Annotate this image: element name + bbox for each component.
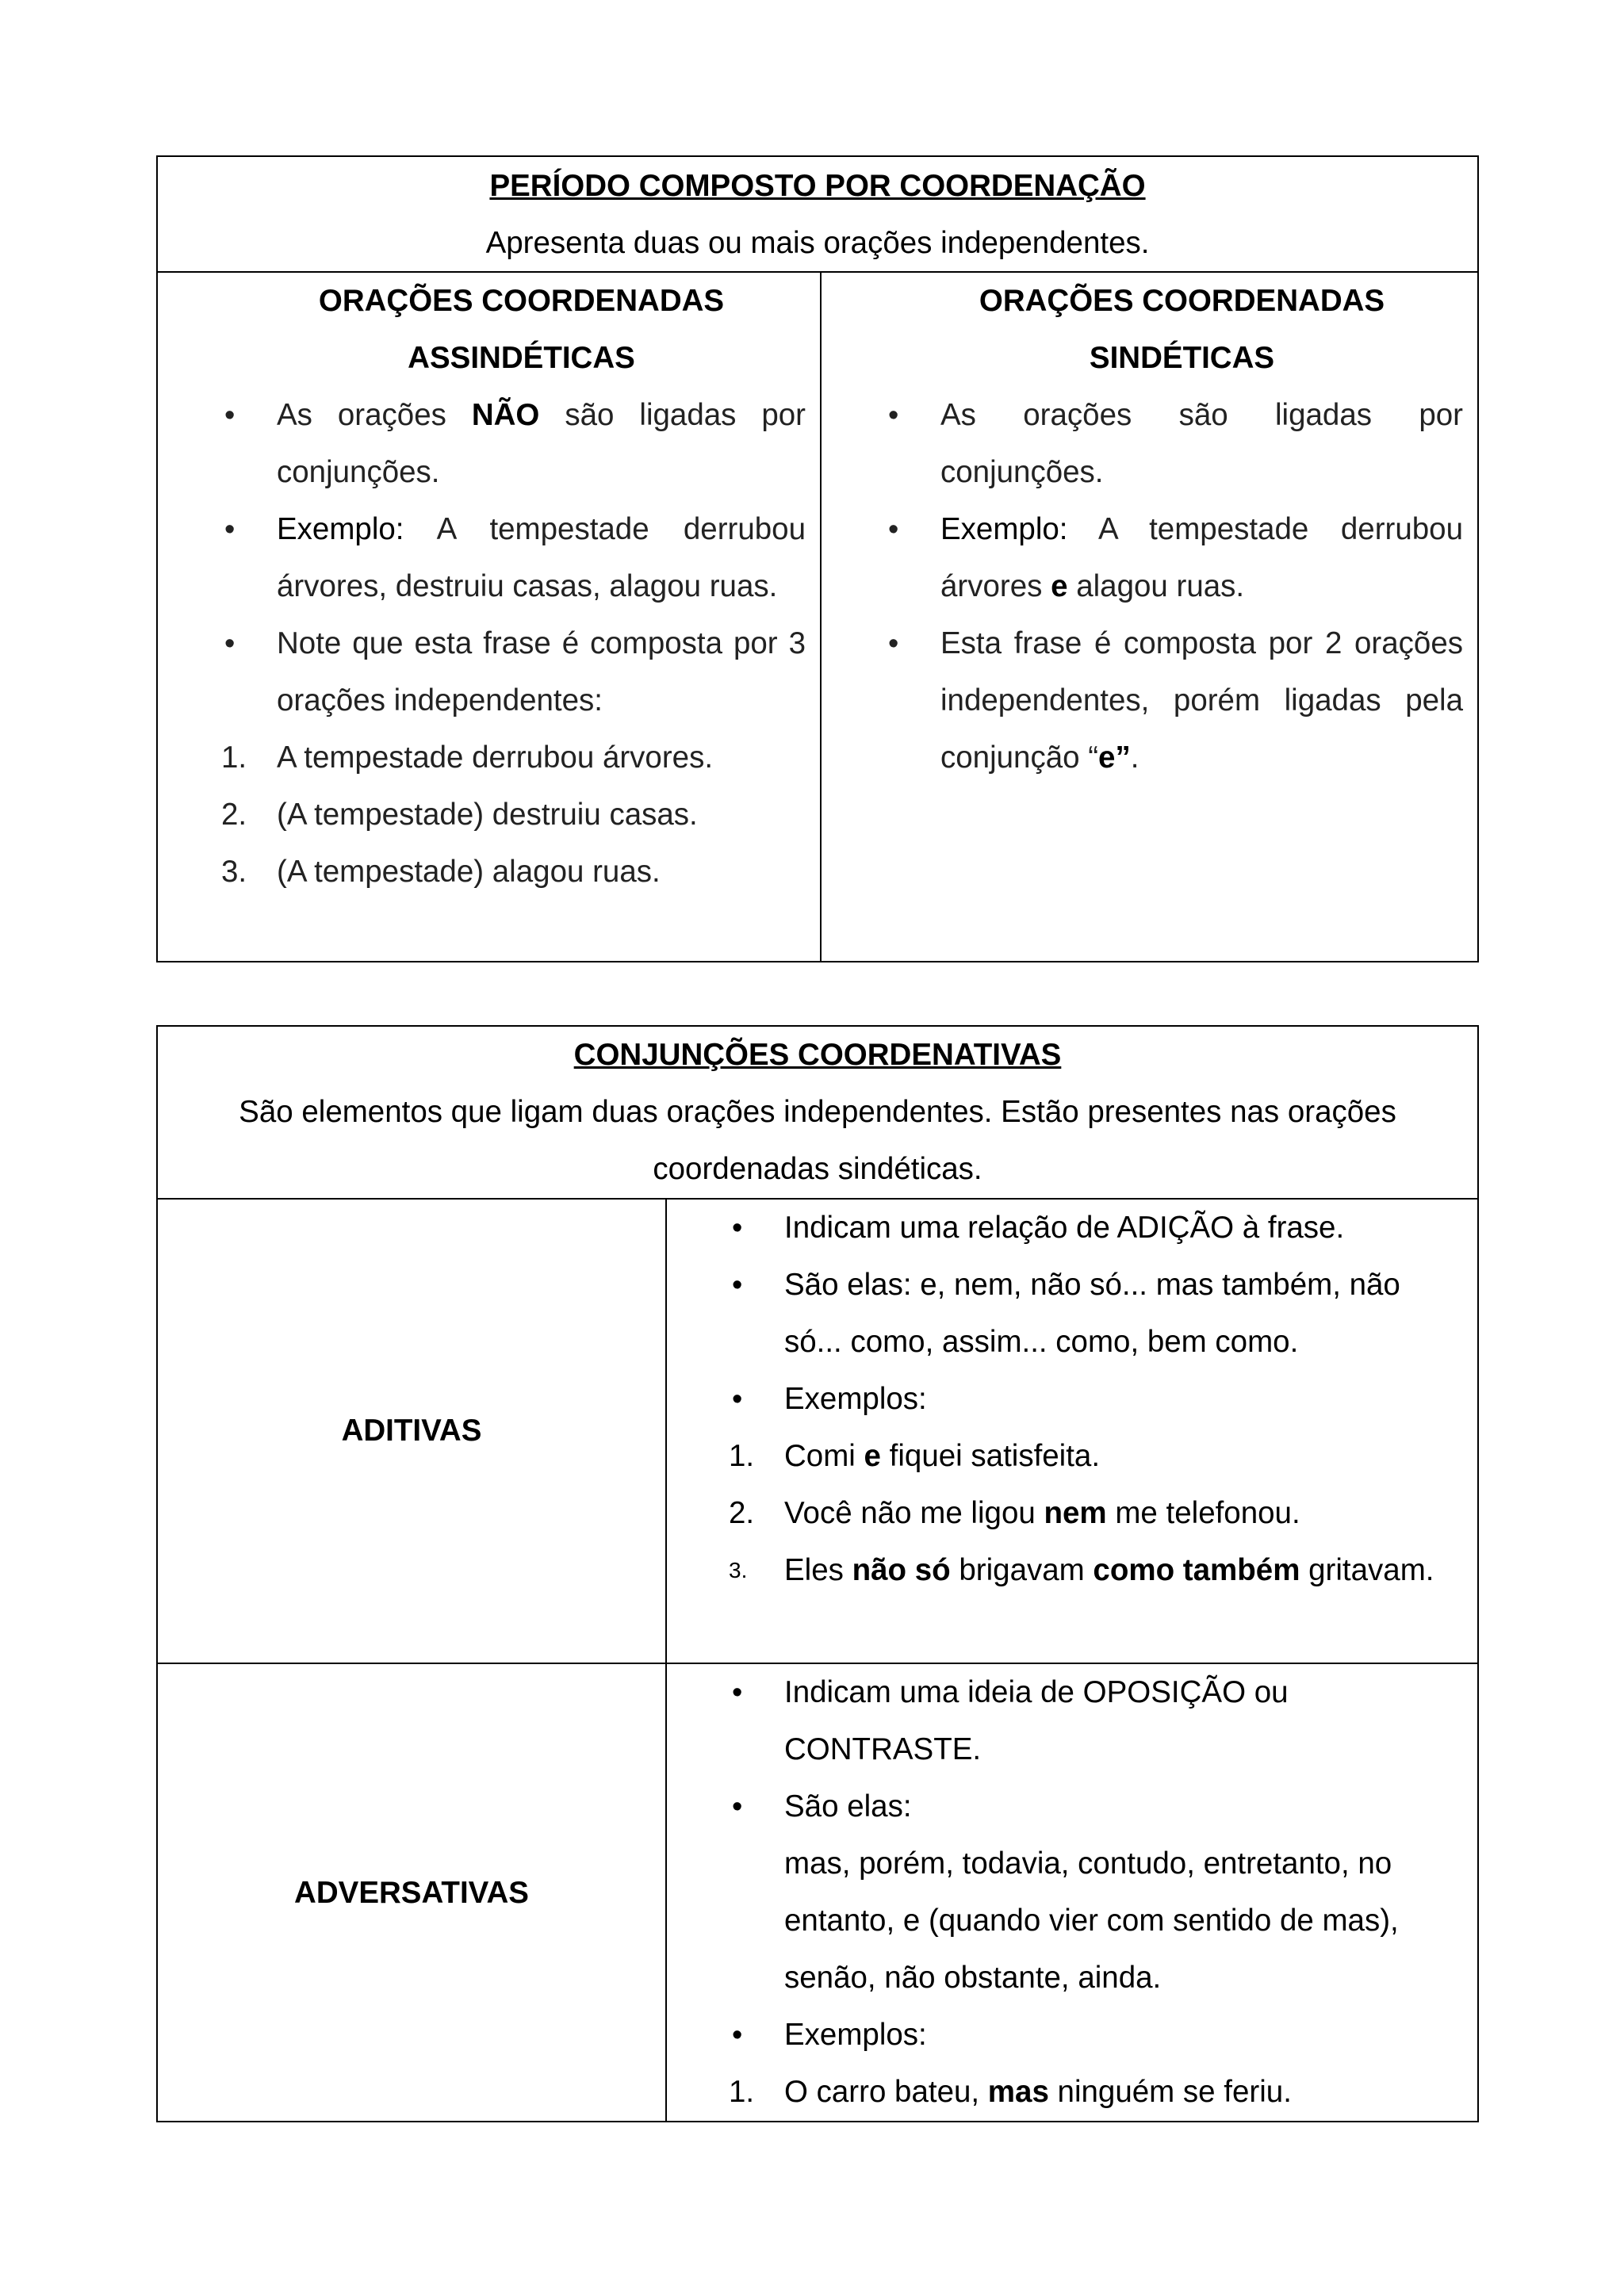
sindeticas-heading-line2: SINDÉTICAS: [1089, 341, 1275, 375]
table2-subtitle: São elementos que ligam duas orações independentes. Estão presentes nas orações coordenadas sindéticas.: [239, 1095, 1396, 1186]
table2-title: CONJUNÇÕES COORDENATIVAS: [573, 1038, 1062, 1072]
assindeticas-cell: [158, 273, 820, 961]
assindeticas-heading-line1: ORAÇÕES COORDENADAS: [318, 284, 725, 318]
aditivas-example-2: 2. Você não me ligou nem me telefonou.: [729, 1496, 1300, 1530]
periodo-composto-table: [156, 155, 1479, 962]
adversativas-content: [665, 1664, 1477, 2122]
table1-title: PERÍODO COMPOSTO POR COORDENAÇÃO: [489, 169, 1146, 203]
conjuncoes-coordenativas-table: [156, 1025, 1479, 2122]
assindeticas-bullet-3: • Note que esta frase é composta por 3 orações independentes:: [210, 615, 806, 729]
adversativas-list: mas, porém, todavia, contudo, entretanto, no entanto, e (quando vier com sentido de mas), senão, não obstante, ainda.: [784, 1846, 1399, 1995]
assindeticas-heading: [210, 273, 806, 387]
assindeticas-heading-line2: ASSINDÉTICAS: [408, 341, 635, 375]
aditivas-example-3: 3. Eles não só brigavam como também gritavam.: [729, 1553, 1434, 1587]
table1-header: [158, 157, 1477, 273]
adversativas-example-1: 1. O carro bateu, mas ninguém se feriu.: [729, 2075, 1292, 2109]
aditivas-bullet-3: • Exemplos:: [718, 1371, 1463, 1428]
adversativas-bullet-1: • Indicam uma ideia de OPOSIÇÃO ou CONTRASTE.: [718, 1664, 1463, 1778]
assindeticas-bullet-2: • Exemplo: A tempestade derrubou árvores, destruiu casas, alagou ruas.: [210, 501, 806, 615]
aditivas-example-1: 1. Comi e fiquei satisfeita.: [729, 1439, 1101, 1473]
aditivas-bullet-1: • Indicam uma relação de ADIÇÃO à frase.: [718, 1200, 1463, 1257]
sindeticas-bullet-3: • Esta frase é composta por 2 orações independentes, porém ligadas pela conjunção “e”.: [874, 615, 1463, 786]
assindeticas-item-3: 3. (A tempestade) alagou ruas.: [221, 855, 661, 889]
aditivas-row: [158, 1200, 1477, 1663]
aditivas-label: ADITIVAS: [341, 1414, 482, 1448]
adversativas-row: [158, 1663, 1477, 2122]
sindeticas-bullet-1: • As orações são ligadas por conjunções.: [874, 387, 1463, 501]
aditivas-content: [665, 1200, 1477, 1663]
sindeticas-bullet-2: • Exemplo: A tempestade derrubou árvores e alagou ruas.: [874, 501, 1463, 615]
assindeticas-item-1: 1. A tempestade derrubou árvores.: [221, 740, 714, 775]
sindeticas-heading-line1: ORAÇÕES COORDENADAS: [979, 284, 1385, 318]
assindeticas-item-2: 2. (A tempestade) destruiu casas.: [221, 798, 698, 832]
adversativas-label: ADVERSATIVAS: [294, 1876, 529, 1910]
aditivas-bullet-2: • São elas: e, nem, não só... mas também, não só... como, assim... como, bem como.: [718, 1257, 1463, 1371]
adversativas-bullet-3: • Exemplos:: [718, 2007, 1463, 2064]
adversativas-bullet-2: • São elas: mas, porém, todavia, contudo, entretanto, no entanto, e (quando vier com sentido de mas), senão, não obstante, ainda.: [718, 1778, 1463, 2007]
assindeticas-bullet-1: • As orações NÃO são ligadas por conjunções.: [210, 387, 806, 501]
sindeticas-cell: [820, 273, 1477, 961]
sindeticas-heading: [874, 273, 1463, 387]
table2-header: [158, 1027, 1477, 1200]
table1-subtitle: Apresenta duas ou mais orações independentes.: [485, 226, 1150, 260]
